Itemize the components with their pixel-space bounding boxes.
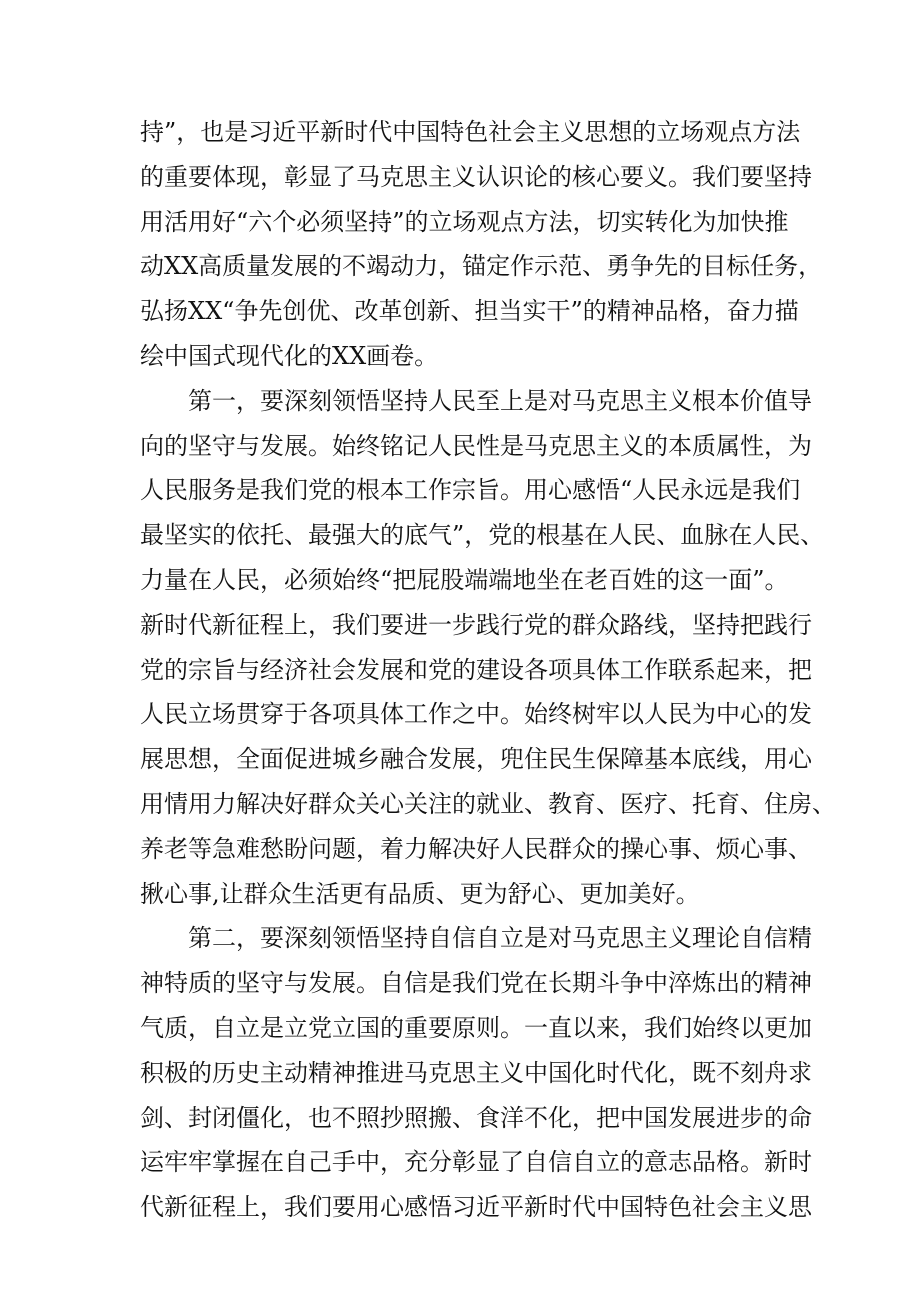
text-line: 绘中国式现代化的XX画卷。: [140, 341, 439, 370]
text-line: 弘扬XX“争先创优、改革创新、担当实干”的精神品格，奋力描: [140, 297, 799, 326]
paragraph-second-point: [140, 916, 812, 1230]
text-line: 第一，要深刻领悟坚持人民至上是对马克思主义根本价值导: [188, 386, 812, 415]
paragraph-first-point: [140, 379, 836, 917]
text-line: 积极的历史主动精神推进马克思主义中国化时代化，既不刻舟求: [140, 1058, 812, 1087]
text-line: 向的坚守与发展。始终铭记人民性是马克思主义的本质属性，为: [140, 431, 812, 460]
text-line: 展思想，全面促进城乡融合发展，兜住民生保障基本底线，用心: [140, 745, 812, 774]
paragraph-intro-continuation: [140, 110, 823, 379]
text-line: 动XX高质量发展的不竭动力，锚定作示范、勇争先的目标任务，: [140, 252, 823, 281]
text-line: 力量在人民，必须始终“把屁股端端地坐在老百姓的这一面”。: [140, 565, 789, 594]
text-line: 运牢牢掌握在自己手中，充分彰显了自信自立的意志品格。新时: [140, 1148, 812, 1177]
text-line: 人民立场贯穿于各项具体工作之中。始终树牢以人民为中心的发: [140, 700, 812, 729]
text-line: 代新征程上，我们要用心感悟习近平新时代中国特色社会主义思: [140, 1193, 812, 1222]
text-line: 持”，也是习近平新时代中国特色社会主义思想的立场观点方法: [140, 118, 801, 146]
text-line: 神特质的坚守与发展。自信是我们党在长期斗争中淬炼出的精神: [140, 969, 812, 998]
text-line: 第二，要深刻领悟坚持自信自立是对马克思主义理论自信精: [188, 924, 812, 953]
text-line: 剑、封闭僵化，也不照抄照搬、食洋不化，把中国发展进步的命: [140, 1103, 812, 1132]
text-line: 人民服务是我们党的根本工作宗旨。用心感悟“人民永远是我们: [140, 476, 801, 505]
text-line: 用情用力解决好群众关心关注的就业、教育、医疗、托育、住房、: [140, 789, 836, 818]
text-line: 党的宗旨与经济社会发展和党的建设各项具体工作联系起来，把: [140, 655, 812, 684]
text-line: 新时代新征程上，我们要进一步践行党的群众路线，坚持把践行: [140, 610, 812, 639]
text-line: 最坚实的依托、最强大的底气”，党的根基在人民、血脉在人民、: [140, 521, 825, 550]
text-line: 气质，自立是立党立国的重要原则。一直以来，我们始终以更加: [140, 1013, 812, 1042]
document-body: [140, 110, 836, 1230]
text-line: 揪心事,让群众生活更有品质、更为舒心、更加美好。: [140, 879, 700, 908]
text-line: 养老等急难愁盼问题，着力解决好人民群众的操心事、烦心事、: [140, 834, 812, 863]
text-line: 的重要体现，彰显了马克思主义认识论的核心要义。我们要坚持: [140, 162, 812, 191]
text-line: 用活用好“六个必须坚持”的立场观点方法，切实转化为加快推: [140, 207, 789, 236]
